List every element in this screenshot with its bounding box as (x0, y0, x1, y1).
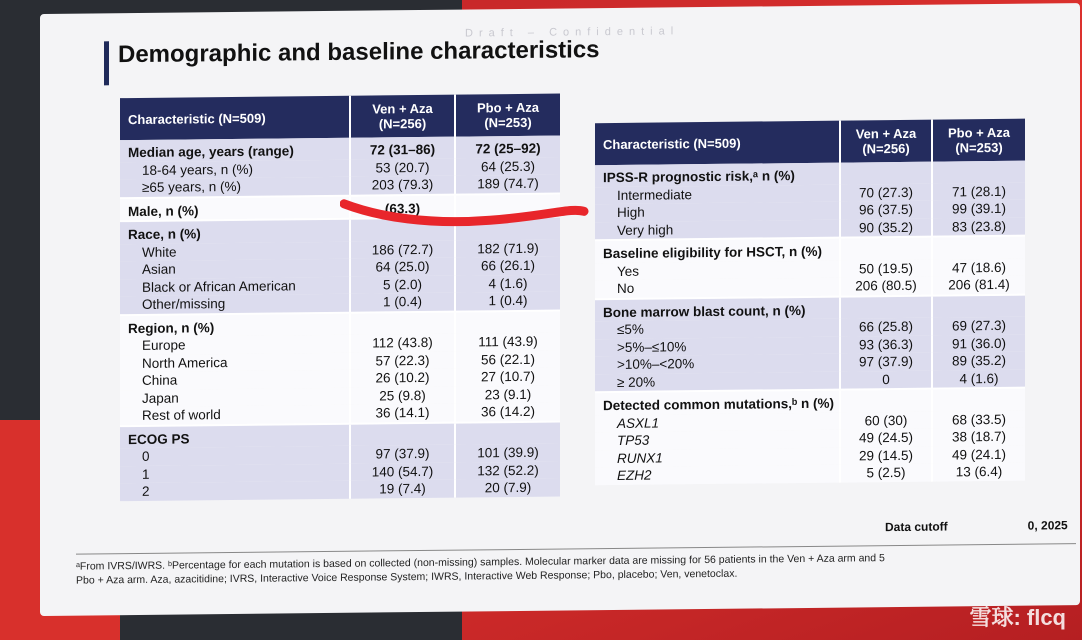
row-label: Bone marrow blast count, n (%) (595, 296, 840, 321)
ven-aza-value (840, 162, 932, 184)
row-label: Race, n (%) (120, 219, 350, 244)
row-label: Japan (120, 387, 350, 407)
pbo-aza-value: 64 (25.3) (455, 157, 560, 176)
ven-aza-value: 29 (14.5) (840, 446, 932, 464)
pbo-aza-value: 1 (0.4) (455, 292, 560, 312)
ven-aza-value: 25 (9.8) (350, 386, 455, 405)
row-label: 18-64 years, n (%) (120, 159, 350, 179)
row-label: >10%–<20% (595, 354, 840, 374)
row-label: Median age, years (range) (120, 138, 350, 162)
ven-aza-value: 50 (19.5) (840, 259, 932, 277)
presentation-slide (40, 3, 1080, 616)
pbo-aza-value: 89 (35.2) (932, 352, 1025, 370)
title-accent-bar (104, 41, 109, 85)
pbo-aza-value: 182 (71.9) (455, 239, 560, 258)
ven-aza-value: 0 (840, 370, 932, 389)
pbo-aza-value (932, 294, 1025, 317)
pbo-aza-value: 101 (39.9) (455, 444, 560, 463)
pbo-aza-value: 66 (26.1) (455, 257, 560, 276)
pbo-aza-value: 68 (33.5) (932, 410, 1025, 428)
table-row (120, 479, 560, 501)
pbo-aza-value (455, 310, 560, 334)
cutoff-redaction (948, 519, 1028, 534)
pbo-aza-value: 4 (1.6) (932, 369, 1025, 388)
pbo-aza-value: 189 (74.7) (455, 175, 560, 195)
pbo-aza-value: 49 (24.1) (932, 445, 1025, 463)
ven-aza-value: 1 (0.4) (350, 293, 455, 313)
header-characteristic: Characteristic (N=509) (595, 121, 840, 166)
row-label: TP53 (595, 430, 840, 450)
row-label: Europe (120, 335, 350, 355)
header-ven-aza: Ven + Aza (N=256) (350, 95, 455, 138)
table-group (595, 236, 1025, 299)
ven-aza-value: 97 (37.9) (350, 445, 455, 464)
row-label: Region, n (%) (120, 312, 350, 337)
ven-aza-value: 96 (37.5) (840, 201, 932, 219)
right-characteristics-table (595, 119, 1025, 485)
footnote (76, 550, 1036, 588)
ven-aza-value: 140 (54.7) (350, 462, 455, 481)
row-label: 1 (120, 463, 350, 483)
data-cutoff-text: Data cutoff (885, 519, 948, 535)
pbo-aza-value: 23 (9.1) (455, 385, 560, 404)
data-cutoff-year: 0, 2025 (1027, 518, 1068, 533)
pbo-aza-value: 27 (10.7) (455, 368, 560, 387)
pbo-aza-value: 36 (14.2) (455, 403, 560, 423)
ven-aza-value: 49 (24.5) (840, 429, 932, 447)
table-group (120, 310, 560, 426)
footnote-line-1: ᵃFrom IVRS/IWRS. ᵇPercentage for each mutation is based on collected (non-missing) samples. Molecular marker data are missing for 56 patients in the Ven + Aza arm and 5 (76, 552, 885, 573)
row-label: Intermediate (595, 184, 840, 204)
row-label: >5%–≤10% (595, 336, 840, 356)
ven-aza-value (840, 237, 932, 260)
ven-aza-value (350, 422, 455, 446)
header-pbo-aza: Pbo + Aza (N=253) (932, 119, 1025, 162)
row-label: Other/missing (120, 294, 350, 315)
pbo-aza-value: 91 (36.0) (932, 334, 1025, 352)
pbo-aza-value: 111 (43.9) (455, 333, 560, 352)
pbo-aza-value (932, 161, 1025, 183)
red-marker-stroke (340, 193, 590, 236)
table-header-row (120, 94, 560, 141)
row-label: ≥ 20% (595, 371, 840, 392)
left-characteristics-table (120, 94, 560, 501)
row-label: Rest of world (120, 405, 350, 426)
row-label: 0 (120, 446, 350, 466)
footnote-line-2: Pbo + Aza arm. Aza, azacitidine; IVRS, Interactive Voice Response System; IWRS, Interactive Web Response; Pbo, placebo; Ven, venetoclax. (76, 567, 738, 587)
row-label: Black or African American (120, 276, 350, 296)
row-label: 2 (120, 481, 350, 501)
ven-aza-value (840, 389, 932, 412)
ven-aza-value: 66 (25.8) (840, 318, 932, 336)
pbo-aza-value: 38 (18.7) (932, 428, 1025, 446)
header-ven-aza: Ven + Aza (N=256) (840, 120, 932, 163)
pbo-aza-value: 83 (23.8) (932, 217, 1025, 236)
pbo-aza-value: 56 (22.1) (455, 350, 560, 369)
ven-aza-value (840, 295, 932, 318)
row-label: ASXL1 (595, 412, 840, 432)
table-group (595, 161, 1025, 241)
ven-aza-value: 5 (2.0) (350, 275, 455, 294)
row-label: Baseline eligibility for HSCT, n (%) (595, 238, 840, 263)
row-label: China (120, 370, 350, 390)
ven-aza-value: 53 (20.7) (350, 158, 455, 177)
pbo-aza-value: 99 (39.1) (932, 200, 1025, 218)
ven-aza-value: 60 (30) (840, 411, 932, 429)
row-label: Yes (595, 260, 840, 280)
row-label: Detected common mutations,ᵇ n (%) (595, 390, 840, 415)
header-pbo-aza: Pbo + Aza (N=253) (455, 94, 560, 137)
ven-aza-value: 64 (25.0) (350, 258, 455, 277)
ven-aza-value: 36 (14.1) (350, 404, 455, 424)
ven-aza-value: 97 (37.9) (840, 353, 932, 371)
row-label: EZH2 (595, 465, 840, 485)
pbo-aza-value: 4 (1.6) (455, 274, 560, 293)
table-header-row (595, 119, 1025, 166)
ven-aza-value: 57 (22.3) (350, 351, 455, 370)
row-label: North America (120, 352, 350, 372)
slide-title: Demographic and baseline characteristics (118, 36, 600, 69)
row-label: IPSS-R prognostic risk,ᵃ n (%) (595, 163, 840, 187)
ven-aza-value: 70 (27.3) (840, 183, 932, 201)
table-group (595, 294, 1025, 392)
pbo-aza-value: 206 (81.4) (932, 276, 1025, 295)
pbo-aza-value: 47 (18.6) (932, 258, 1025, 276)
pbo-aza-value: 69 (27.3) (932, 317, 1025, 335)
ven-aza-value: 186 (72.7) (350, 240, 455, 259)
row-label: White (120, 241, 350, 261)
ven-aza-value: 112 (43.8) (350, 334, 455, 353)
pbo-aza-value: 20 (7.9) (455, 479, 560, 498)
overlay-logo: 雪球: flcq (969, 605, 1066, 630)
row-label: Male, n (%) (120, 195, 350, 221)
ven-aza-value: 5 (2.5) (840, 464, 932, 482)
draft-watermark: Draft – Confidential (465, 25, 680, 40)
ven-aza-value: (63.3) (350, 194, 455, 219)
pbo-aza-value (455, 421, 560, 445)
row-label: Asian (120, 259, 350, 279)
row-label: ECOG PS (120, 423, 350, 448)
ven-aza-value (350, 311, 455, 335)
table-group (120, 136, 560, 198)
ven-aza-value: 26 (10.2) (350, 369, 455, 388)
ven-aza-value: 90 (35.2) (840, 218, 932, 237)
ven-aza-value: 19 (7.4) (350, 480, 455, 499)
ven-aza-value: 72 (31–86) (350, 137, 455, 160)
row-label: ≥65 years, n (%) (120, 177, 350, 198)
pbo-aza-value: 72 (25–92) (455, 136, 560, 159)
ven-aza-value: 206 (80.5) (840, 277, 932, 296)
pbo-aza-value (932, 236, 1025, 259)
pbo-aza-value (932, 388, 1025, 411)
table-group (595, 388, 1025, 485)
pbo-aza-value: 13 (6.4) (932, 463, 1025, 481)
data-cutoff-label (885, 518, 1068, 535)
header-characteristic: Characteristic (N=509) (120, 96, 350, 140)
ven-aza-value: 93 (36.3) (840, 335, 932, 353)
ven-aza-value: 203 (79.3) (350, 176, 455, 196)
row-label: RUNX1 (595, 447, 840, 467)
row-label: ≤5% (595, 319, 840, 339)
row-label: Very high (595, 219, 840, 240)
row-label: High (595, 202, 840, 222)
pbo-aza-value: 132 (52.2) (455, 461, 560, 480)
row-label: No (595, 278, 840, 299)
pbo-aza-value: 71 (28.1) (932, 182, 1025, 200)
table-group (120, 421, 560, 501)
